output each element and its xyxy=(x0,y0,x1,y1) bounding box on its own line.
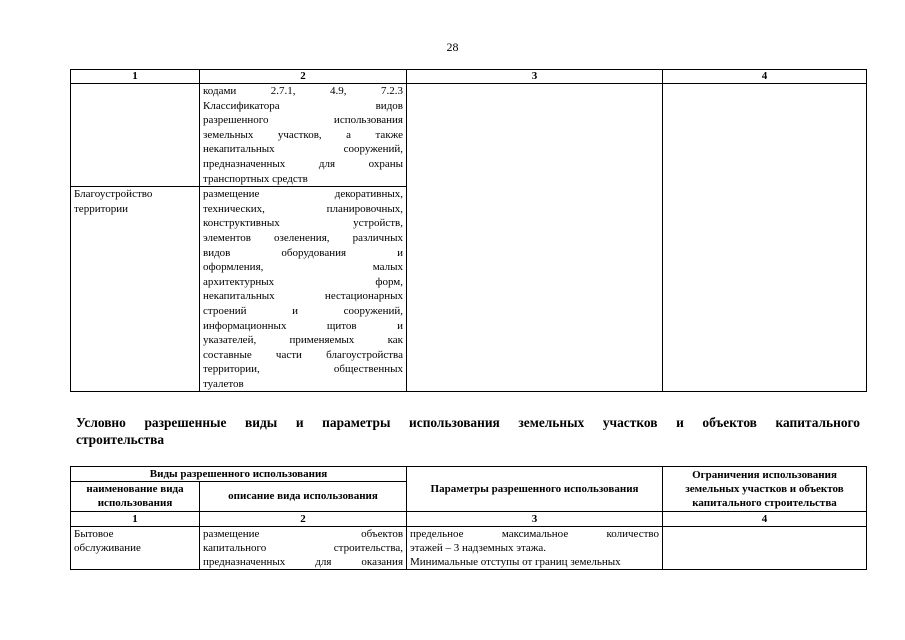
text-line: технических, планировочных, xyxy=(203,202,403,215)
text-line: обслуживание xyxy=(74,542,141,555)
text-line: предельное максимальное количество xyxy=(410,527,660,540)
text-line: указателей, применяемых как xyxy=(203,334,403,347)
header-line: Ограничения использования xyxy=(692,468,837,481)
table-number-row xyxy=(71,511,867,526)
text-line: составные части благоустройства xyxy=(203,348,403,361)
text-line: капитального строительства, xyxy=(203,542,404,555)
text-line: земельных участков, а также xyxy=(203,128,403,141)
permitted-uses-table-continued xyxy=(70,69,867,392)
text-line: Минимальные отступы от границ земельных xyxy=(410,556,621,569)
group-header: Виды разрешенного использования xyxy=(71,467,407,482)
text-line: видов оборудования и xyxy=(203,246,403,259)
parameters-cell xyxy=(407,526,663,570)
text-line: разрешенного использования xyxy=(203,114,403,127)
use-name-cell xyxy=(71,84,200,187)
table-row xyxy=(71,84,867,187)
column-number-3: 3 xyxy=(407,70,663,84)
restrictions-header xyxy=(663,467,867,512)
use-name-header xyxy=(71,482,200,511)
conditional-uses-table xyxy=(70,466,867,570)
text-line: размещение декоративных, xyxy=(203,188,403,201)
use-description-cell xyxy=(200,84,407,187)
column-number-1: 1 xyxy=(71,70,200,84)
text-line: транспортных средств xyxy=(203,172,308,185)
restrictions-cell xyxy=(663,84,867,392)
text-line: Бытовое xyxy=(74,527,114,540)
text-line: конструктивных устройств, xyxy=(203,217,403,230)
header-line: капитального строительства xyxy=(692,496,837,509)
use-description-cell xyxy=(200,526,407,570)
table-header-row xyxy=(71,467,867,482)
text-line: этажей – 3 надземных этажа. xyxy=(410,542,547,555)
table-header-row xyxy=(71,70,867,84)
column-number-4: 4 xyxy=(663,511,867,526)
column-number-1: 1 xyxy=(71,511,200,526)
text-line: туалетов xyxy=(203,377,244,390)
text-line: Классификатора видов xyxy=(203,99,403,112)
text-line: кодами 2.7.1, 4.9, 7.2.3 xyxy=(203,85,403,97)
text-line: архитектурных форм, xyxy=(203,275,403,288)
text-line: информационных щитов и xyxy=(203,319,403,332)
text-line: территории xyxy=(74,202,129,215)
text-line: предназначенных для охраны xyxy=(203,157,403,170)
heading-line: строительства xyxy=(76,432,165,447)
section-heading xyxy=(76,414,860,448)
header-line: земельных участков и объектов xyxy=(685,482,844,495)
text-line: элементов озеленения, различных xyxy=(203,231,403,244)
use-description-header: описание вида использования xyxy=(200,482,407,511)
restrictions-cell xyxy=(663,526,867,570)
use-description-cell xyxy=(200,187,407,392)
text-line: оформления, малых xyxy=(203,261,403,274)
heading-line: Условно разрешенные виды и параметры использования земельных участков и объектов капитального xyxy=(76,415,860,430)
page-number: 28 xyxy=(446,40,459,54)
table-row xyxy=(71,526,867,570)
column-number-3: 3 xyxy=(407,511,663,526)
column-number-4: 4 xyxy=(663,70,867,84)
parameters-header: Параметры разрешенного использования xyxy=(407,467,663,512)
text-line: Благоустройство xyxy=(74,188,153,201)
column-number-2: 2 xyxy=(200,511,407,526)
use-name-cell xyxy=(71,187,200,392)
text-line: строений и сооружений, xyxy=(203,304,403,317)
text-line: некапитальных сооружений, xyxy=(203,143,403,156)
parameters-cell xyxy=(407,84,663,392)
use-name-cell xyxy=(71,526,200,570)
header-line: наименование вида xyxy=(86,483,184,496)
text-line: территории, общественных xyxy=(203,363,403,376)
text-line: некапитальных нестационарных xyxy=(203,290,403,303)
column-number-2: 2 xyxy=(200,70,407,84)
header-line: использования xyxy=(97,497,173,510)
text-line: размещение объектов xyxy=(203,527,404,540)
text-line: предназначенных для оказания xyxy=(203,556,404,569)
